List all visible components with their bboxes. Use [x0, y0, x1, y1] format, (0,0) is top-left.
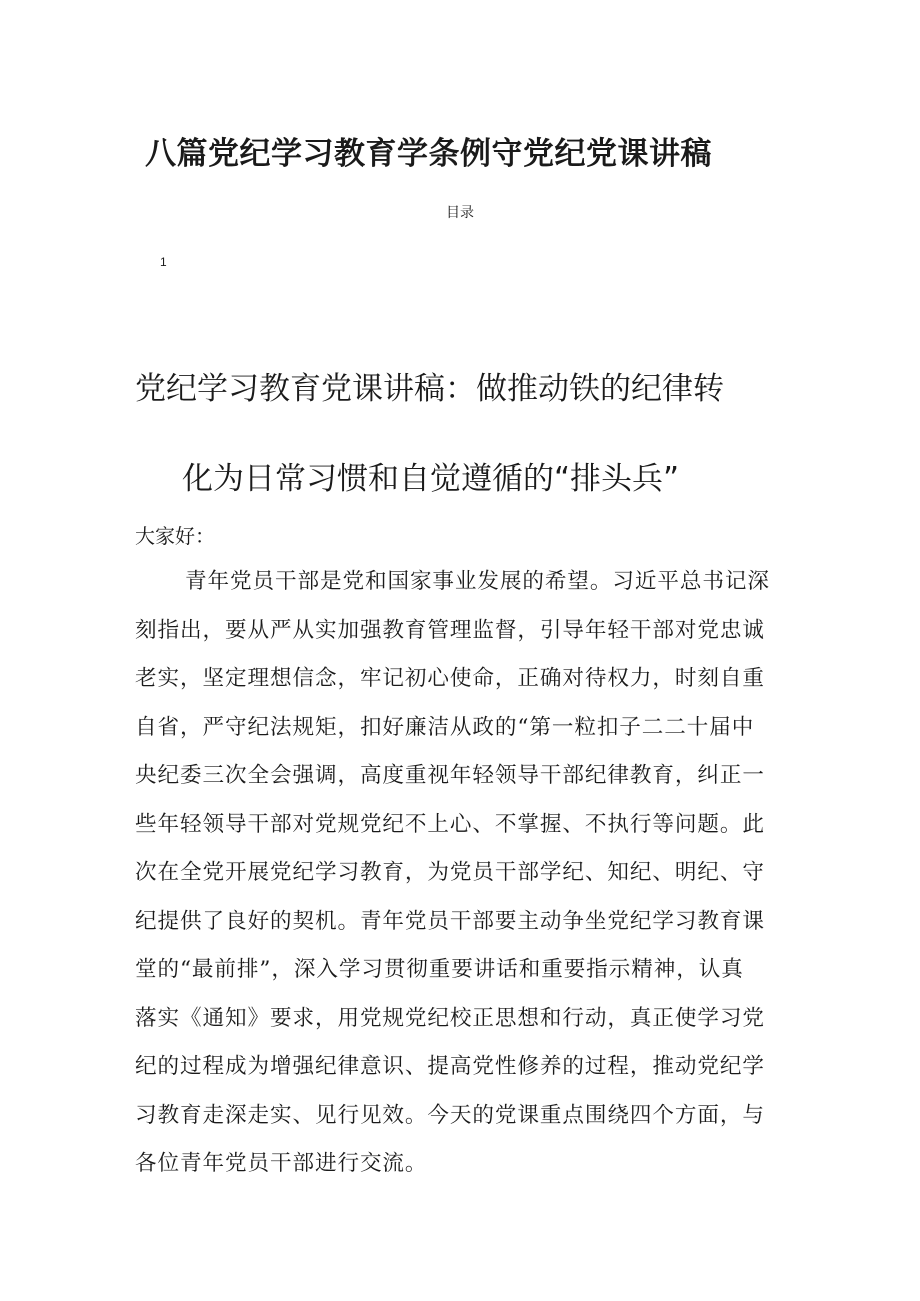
paragraph-line: 老实，坚定理想信念，牢记初心使命，正确对待权力，时刻自重	[135, 666, 765, 691]
toc-label: 目录	[446, 205, 474, 221]
paragraph-line: 纪提供了良好的契机。青年党员干部要主动争坐党纪学习教育课	[135, 909, 765, 934]
section-title-line-1: 党纪学习教育党课讲稿：做推动铁的纪律转	[135, 371, 724, 407]
paragraph-line: 堂的“最前排”，深入学习贯彻重要讲话和重要指示精神，认真	[135, 957, 744, 982]
paragraph-line: 些年轻领导干部对党规党纪不上心、不掌握、不执行等问题。此	[135, 812, 765, 837]
paragraph-line: 青年党员干部是党和国家事业发展的希望。习近平总书记深	[185, 569, 770, 594]
document-title: 八篇党纪学习教育学条例守党纪党课讲稿	[145, 136, 712, 172]
paragraph-line: 落实《通知》要求，用党规党纪校正思想和行动，真正使学习党	[135, 1006, 765, 1031]
toc-entry-number: 1	[160, 255, 167, 269]
section-title-line-2: 化为日常习惯和自觉遵循的“排头兵”	[182, 461, 680, 497]
paragraph-line: 刻指出，要从严从实加强教育管理监督，引导年轻干部对党忠诚	[135, 618, 765, 643]
paragraph-line: 各位青年党员干部进行交流。	[135, 1151, 428, 1176]
greeting: 大家好：	[135, 524, 215, 548]
paragraph-line: 央纪委三次全会强调，高度重视年轻领导干部纪律教育，纠正一	[135, 763, 765, 788]
paragraph-line: 次在全党开展党纪学习教育，为党员干部学纪、知纪、明纪、守	[135, 860, 765, 885]
paragraph-line: 自省，严守纪法规矩，扣好廉洁从政的“第一粒扣子二二十届中	[135, 715, 755, 740]
paragraph-line: 纪的过程成为增强纪律意识、提高党性修养的过程，推动党纪学	[135, 1054, 765, 1079]
paragraph-line: 习教育走深走实、见行见效。今天的党课重点围绕四个方面，与	[135, 1103, 765, 1128]
